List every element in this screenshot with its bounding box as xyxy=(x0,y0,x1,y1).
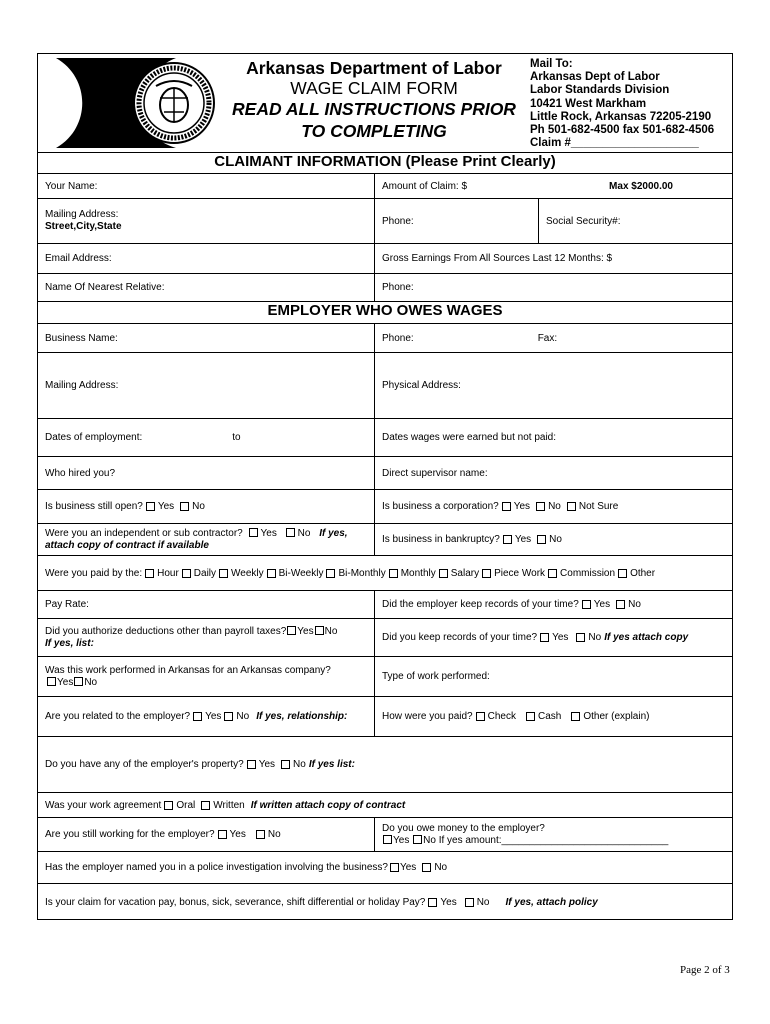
no-label: No xyxy=(84,676,98,688)
deductions-question xyxy=(38,619,337,656)
claim-number-field[interactable]: Claim #____________________ xyxy=(530,137,699,150)
row-vacation xyxy=(38,884,732,920)
employer-records-label: Did the employer keep records of your time? xyxy=(382,599,579,610)
email-field[interactable]: Email Address: xyxy=(45,253,112,264)
row-relative xyxy=(38,274,732,302)
related-no-checkbox[interactable] xyxy=(224,712,233,721)
relative-phone-field[interactable]: Phone: xyxy=(374,274,414,301)
pay-option-label: Bi-Weekly xyxy=(278,567,324,579)
paid-by-question xyxy=(38,556,732,590)
property-question xyxy=(38,737,732,792)
pay-other-checkbox[interactable] xyxy=(618,569,627,578)
yes-label: Yes xyxy=(514,534,532,545)
hired-by-field[interactable]: Who hired you? xyxy=(45,467,116,479)
employer-records-no-checkbox[interactable] xyxy=(616,600,625,609)
no-label: No xyxy=(236,711,250,722)
bankruptcy-label: Is business in bankruptcy? xyxy=(382,534,500,545)
max-amount: Max $2000.00 xyxy=(609,180,673,192)
still-open-yes-checkbox[interactable] xyxy=(146,502,155,511)
dates-separator: to xyxy=(232,432,241,443)
how-paid-label: How were you paid? xyxy=(382,711,473,722)
corporation-no-checkbox[interactable] xyxy=(536,502,545,511)
how-option-label: Cash xyxy=(537,711,562,722)
no-label: No xyxy=(476,896,490,908)
yes-label: Yes xyxy=(297,625,314,637)
row-email xyxy=(38,244,732,274)
related-yes-checkbox[interactable] xyxy=(193,712,202,721)
still-working-question xyxy=(38,818,281,851)
row-property xyxy=(38,737,732,793)
not-sure-label: Not Sure xyxy=(578,501,619,512)
form-title xyxy=(224,58,524,142)
pay-option-label: Bi-Monthly xyxy=(338,567,386,579)
amount-label: Amount of Claim: $ xyxy=(382,180,468,192)
employer-records-question xyxy=(374,591,641,618)
owe-money-question xyxy=(374,818,668,851)
claimant-mailing-field[interactable] xyxy=(38,199,122,243)
corporation-label: Is business a corporation? xyxy=(382,501,499,512)
gross-earnings-field[interactable]: Gross Earnings From All Sources Last 12 Months: $ xyxy=(374,244,612,273)
agreement-ifyes: If written attach copy of contract xyxy=(250,799,406,811)
arkansas-seal-logo xyxy=(56,58,226,148)
vacation-no-checkbox[interactable] xyxy=(465,898,474,907)
deductions-ifyes: If yes, list: xyxy=(45,637,94,649)
pay-biweekly-checkbox[interactable] xyxy=(267,569,276,578)
you-records-ifyes: If yes attach copy xyxy=(604,632,689,643)
bankruptcy-no-checkbox[interactable] xyxy=(537,535,546,544)
mail-line: Labor Standards Division xyxy=(530,84,670,97)
row-police xyxy=(38,852,732,884)
mail-line: Little Rock, Arkansas 72205-2190 xyxy=(530,110,712,123)
amount-field[interactable] xyxy=(374,174,734,198)
pay-option-label: Piece Work xyxy=(494,567,546,579)
row-addresses xyxy=(38,353,732,419)
related-question xyxy=(38,697,347,736)
no-label: No xyxy=(192,501,205,512)
mailing-sublabel: Street,City,State xyxy=(45,221,122,232)
pay-piecework-checkbox[interactable] xyxy=(482,569,491,578)
no-label: No xyxy=(267,829,281,840)
property-ifyes: If yes list: xyxy=(308,759,355,770)
pay-weekly-checkbox[interactable] xyxy=(219,569,228,578)
pay-option-label: Other xyxy=(630,567,656,579)
contractor-ifyes: If yes, xyxy=(319,527,348,539)
business-phone-field[interactable] xyxy=(374,324,557,352)
owe-no-checkbox[interactable] xyxy=(413,835,422,844)
no-label: No xyxy=(423,834,436,846)
deductions-no-checkbox[interactable] xyxy=(315,626,324,635)
you-records-question xyxy=(374,619,688,656)
still-open-no-checkbox[interactable] xyxy=(180,502,189,511)
mail-line: Ph 501-682-4500 fax 501-682-4506 xyxy=(530,124,715,137)
how-option-label: Check xyxy=(487,711,516,722)
mail-line: Mail To: xyxy=(530,58,573,70)
yes-label: Yes xyxy=(57,676,74,688)
row-deductions xyxy=(38,619,732,657)
vacation-ifyes: If yes, attach policy xyxy=(505,896,598,908)
agreement-oral-checkbox[interactable] xyxy=(164,801,173,810)
fax-label: Fax: xyxy=(537,332,558,344)
row-mailing xyxy=(38,199,732,244)
corporation-question xyxy=(374,490,618,523)
pay-rate-field[interactable]: Pay Rate: xyxy=(45,599,89,610)
how-cash-checkbox[interactable] xyxy=(526,712,535,721)
still-open-label: Is business still open? xyxy=(45,501,143,512)
how-check-checkbox[interactable] xyxy=(476,712,485,721)
wage-claim-form xyxy=(37,53,733,920)
agreement-question xyxy=(38,793,732,817)
phone-label: Phone: xyxy=(382,332,414,344)
bankruptcy-question xyxy=(374,524,562,555)
police-question xyxy=(38,852,732,883)
yes-label: Yes xyxy=(393,834,410,846)
type-work-field[interactable]: Type of work performed: xyxy=(374,657,490,696)
yes-label: Yes xyxy=(260,527,277,539)
pay-option-label: Daily xyxy=(193,567,217,579)
pay-bimonthly-checkbox[interactable] xyxy=(326,569,335,578)
row-still-working xyxy=(38,818,732,852)
still-working-label: Are you still working for the employer? xyxy=(45,829,215,840)
how-option-label: Other (explain) xyxy=(583,711,650,722)
owe-yes-checkbox[interactable] xyxy=(383,835,392,844)
employer-records-yes-checkbox[interactable] xyxy=(582,600,591,609)
no-label: No xyxy=(588,632,602,643)
business-name-field[interactable]: Business Name: xyxy=(45,332,118,344)
row-hired xyxy=(38,457,732,490)
pay-option-label: Salary xyxy=(450,567,480,579)
corporation-yes-checkbox[interactable] xyxy=(502,502,511,511)
you-records-label: Did you keep records of your time? xyxy=(382,632,538,643)
agreement-label: Was your work agreement xyxy=(45,799,162,811)
how-paid-question xyxy=(374,697,649,736)
supervisor-field[interactable]: Direct supervisor name: xyxy=(374,457,488,489)
vacation-yes-checkbox[interactable] xyxy=(428,898,437,907)
property-no-checkbox[interactable] xyxy=(281,760,290,769)
no-label: No xyxy=(548,501,561,512)
contractor-label: Were you an independent or sub contractor? xyxy=(45,527,243,539)
pay-option-label: Hour xyxy=(157,567,179,579)
pay-monthly-checkbox[interactable] xyxy=(389,569,398,578)
row-business xyxy=(38,323,732,353)
employer-heading: EMPLOYER WHO OWES WAGES xyxy=(267,302,503,319)
no-label: No xyxy=(628,599,641,610)
row-dates xyxy=(38,419,732,457)
form-name: WAGE CLAIM FORM xyxy=(290,78,458,98)
how-other-checkbox[interactable] xyxy=(571,712,580,721)
claimant-heading: CLAIMANT INFORMATION (Please Print Clearly) xyxy=(214,153,556,170)
row-paid-by xyxy=(38,556,732,591)
paid-by-label: Were you paid by the: xyxy=(45,567,143,579)
written-label: Written xyxy=(213,799,245,811)
vacation-label: Is your claim for vacation pay, bonus, sick, severance, shift differential or holiday Pay? xyxy=(45,896,426,908)
dates-employment-field[interactable] xyxy=(38,419,241,456)
yes-label: Yes xyxy=(552,632,569,643)
you-records-no-checkbox[interactable] xyxy=(576,633,585,642)
contractor-yes-checkbox[interactable] xyxy=(249,528,258,537)
pay-option-label: Weekly xyxy=(231,567,264,579)
department-name: Arkansas Department of Labor xyxy=(246,58,502,78)
row-open xyxy=(38,490,732,524)
still-open-question xyxy=(38,490,205,523)
mail-to-block xyxy=(530,58,730,150)
bankruptcy-yes-checkbox[interactable] xyxy=(503,535,512,544)
related-ifyes: If yes, relationship: xyxy=(256,711,348,722)
ssn-field[interactable]: Social Security#: xyxy=(538,199,620,243)
vacation-question xyxy=(38,884,732,920)
row-pay-rate xyxy=(38,591,732,619)
dates-label: Dates of employment: xyxy=(45,432,143,443)
pay-option-label: Commission xyxy=(560,567,616,579)
instructions-line-1: READ ALL INSTRUCTIONS PRIOR xyxy=(232,99,516,119)
pay-hour-checkbox[interactable] xyxy=(145,569,154,578)
still-working-no-checkbox[interactable] xyxy=(256,830,265,839)
arkansas-question xyxy=(38,657,331,696)
mail-line: Arkansas Dept of Labor xyxy=(530,71,660,84)
yes-label: Yes xyxy=(513,501,531,512)
police-no-checkbox[interactable] xyxy=(422,863,431,872)
yes-label: Yes xyxy=(205,711,222,722)
instructions-line-2: TO COMPLETING xyxy=(301,121,447,141)
no-label: No xyxy=(549,534,562,545)
related-label: Are you related to the employer? xyxy=(45,711,191,722)
contractor-no-checkbox[interactable] xyxy=(286,528,295,537)
deductions-yes-checkbox[interactable] xyxy=(287,626,296,635)
row-arkansas xyxy=(38,657,732,697)
owe-money-label: Do you owe money to the employer? xyxy=(382,822,545,834)
agreement-written-checkbox[interactable] xyxy=(201,801,210,810)
mail-line: 10421 West Markham xyxy=(530,97,647,110)
dates-unpaid-field[interactable]: Dates wages were earned but not paid: xyxy=(374,419,556,456)
page-number: Page 2 of 3 xyxy=(680,964,730,976)
employer-mailing-field[interactable]: Mailing Address: xyxy=(45,380,119,391)
property-label: Do you have any of the employer's property? xyxy=(45,759,244,770)
property-yes-checkbox[interactable] xyxy=(247,760,256,769)
police-yes-checkbox[interactable] xyxy=(390,863,399,872)
row-name xyxy=(38,173,732,199)
physical-address-field[interactable]: Physical Address: xyxy=(374,353,461,418)
deductions-label: Did you authorize deductions other than payroll taxes? xyxy=(45,625,287,637)
yes-label: Yes xyxy=(258,759,276,770)
pay-option-label: Monthly xyxy=(400,567,436,579)
no-label: No xyxy=(324,625,338,637)
pay-commission-checkbox[interactable] xyxy=(548,569,557,578)
arkansas-label: Was this work performed in Arkansas for an Arkansas company? xyxy=(45,664,331,676)
no-label: No xyxy=(434,862,448,873)
row-related xyxy=(38,697,732,737)
oral-label: Oral xyxy=(176,799,196,811)
yes-label: Yes xyxy=(440,896,457,908)
no-label: No xyxy=(297,527,311,539)
yes-label: Yes xyxy=(593,599,611,610)
your-name-field[interactable]: Your Name: xyxy=(45,180,98,192)
mailing-label: Mailing Address: xyxy=(45,209,119,220)
corporation-notsure-checkbox[interactable] xyxy=(567,502,576,511)
police-label: Has the employer named you in a police investigation involving the business? xyxy=(45,862,388,873)
pay-daily-checkbox[interactable] xyxy=(182,569,191,578)
yes-label: Yes xyxy=(157,501,175,512)
arkansas-yes-checkbox[interactable] xyxy=(47,677,56,686)
contractor-question xyxy=(38,524,348,555)
you-records-yes-checkbox[interactable] xyxy=(540,633,549,642)
yes-label: Yes xyxy=(229,829,246,840)
no-label: No xyxy=(293,759,306,770)
claimant-phone-field[interactable]: Phone: xyxy=(374,199,538,243)
still-working-yes-checkbox[interactable] xyxy=(218,830,227,839)
row-agreement xyxy=(38,793,732,818)
arkansas-no-checkbox[interactable] xyxy=(74,677,83,686)
form-header xyxy=(38,54,732,153)
yes-label: Yes xyxy=(399,862,417,873)
owe-amount-field[interactable]: If yes amount:______________________________ xyxy=(438,834,669,846)
contractor-instruction: attach copy of contract if available xyxy=(45,539,209,551)
relative-field[interactable]: Name Of Nearest Relative: xyxy=(45,282,165,293)
row-contractor xyxy=(38,524,732,556)
pay-salary-checkbox[interactable] xyxy=(439,569,448,578)
